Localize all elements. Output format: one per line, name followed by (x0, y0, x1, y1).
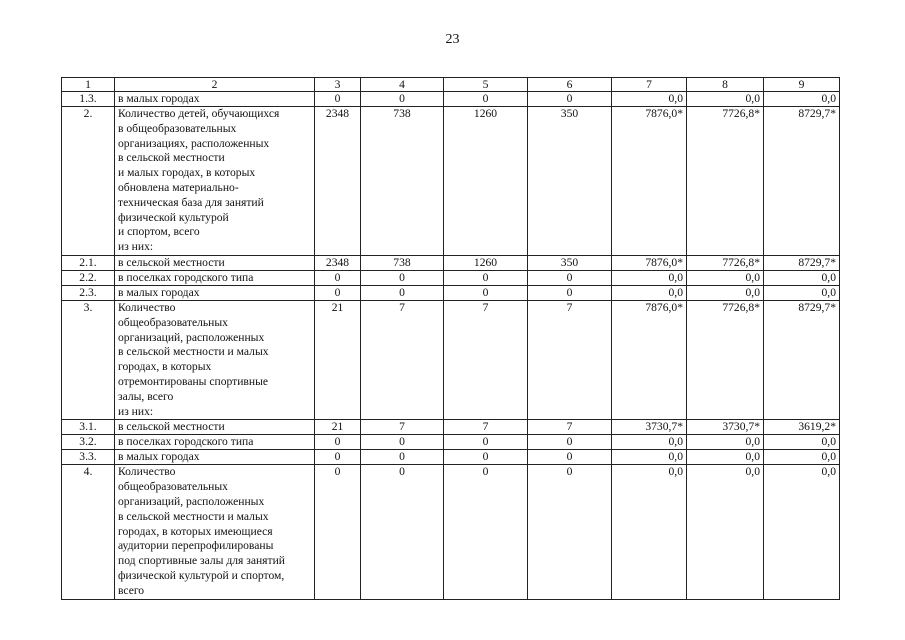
cell-value: 0,0 (612, 465, 687, 599)
cell-value: 7876,0* (612, 300, 687, 419)
cell-value: 0,0 (612, 435, 687, 450)
cell-value: 21 (315, 300, 361, 419)
cell-value: 0 (444, 270, 528, 285)
cell-value: 7 (361, 300, 444, 419)
header-cell: 3 (315, 78, 361, 92)
cell-value: 0 (528, 270, 612, 285)
cell-value: 7726,8* (687, 107, 764, 256)
table-row (62, 255, 840, 270)
header-row (62, 78, 840, 92)
cell-value: 0 (361, 270, 444, 285)
row-name: в поселках городского типа (115, 435, 315, 450)
cell-value: 0 (444, 285, 528, 300)
header-cell: 1 (62, 78, 115, 92)
cell-value: 0,0 (764, 92, 840, 107)
cell-value: 0 (315, 450, 361, 465)
header-cell: 4 (361, 78, 444, 92)
row-number: 2.2. (62, 270, 115, 285)
row-name: Количество детей, обучающихся в общеобразовательных организациях, расположенных в сельской местности и малых городах, в которых обновлена материально- техническая база для занятий физической культурой и спортом, всего из них: (115, 107, 315, 256)
cell-value: 7 (444, 420, 528, 435)
row-name: Количество общеобразовательных организаций, расположенных в сельской местности и малых городах, в которых отремонтированы спортивные залы, всего из них: (115, 300, 315, 419)
row-name: в малых городах (115, 285, 315, 300)
cell-value: 1260 (444, 255, 528, 270)
row-number: 3.3. (62, 450, 115, 465)
cell-value: 350 (528, 255, 612, 270)
cell-value: 0 (528, 465, 612, 599)
header-cell: 7 (612, 78, 687, 92)
cell-value: 0 (361, 450, 444, 465)
cell-value: 0,0 (687, 92, 764, 107)
table-row (62, 92, 840, 107)
cell-value: 0,0 (764, 450, 840, 465)
row-number: 1.3. (62, 92, 115, 107)
table-row (62, 300, 840, 419)
cell-value: 0 (361, 92, 444, 107)
cell-value: 0,0 (764, 285, 840, 300)
cell-value: 0,0 (687, 285, 764, 300)
cell-value: 0 (444, 435, 528, 450)
cell-value: 0,0 (764, 465, 840, 599)
table-row (62, 285, 840, 300)
table-row (62, 435, 840, 450)
row-name: в малых городах (115, 450, 315, 465)
cell-value: 0 (315, 285, 361, 300)
cell-value: 7 (528, 300, 612, 419)
cell-value: 7 (444, 300, 528, 419)
row-number: 2.1. (62, 255, 115, 270)
row-number: 3.1. (62, 420, 115, 435)
row-number: 3. (62, 300, 115, 419)
cell-value: 7 (528, 420, 612, 435)
row-name: в малых городах (115, 92, 315, 107)
cell-value: 1260 (444, 107, 528, 256)
row-name: Количество общеобразовательных организаций, расположенных в сельской местности и малых городах, в которых имеющиеся аудитории перепрофилированы под спортивные залы для занятий физической культурой и спортом, всего (115, 465, 315, 599)
cell-value: 0,0 (687, 435, 764, 450)
cell-value: 7 (361, 420, 444, 435)
cell-value: 0 (444, 92, 528, 107)
cell-value: 0,0 (687, 450, 764, 465)
cell-value: 0,0 (612, 450, 687, 465)
cell-value: 0 (444, 465, 528, 599)
header-cell: 6 (528, 78, 612, 92)
table-row (62, 465, 840, 599)
table-row (62, 420, 840, 435)
cell-value: 21 (315, 420, 361, 435)
cell-value: 8729,7* (764, 255, 840, 270)
cell-value: 0 (361, 285, 444, 300)
cell-value: 0 (315, 465, 361, 599)
table-row (62, 270, 840, 285)
row-name: в сельской местности (115, 255, 315, 270)
row-number: 3.2. (62, 435, 115, 450)
cell-value: 2348 (315, 255, 361, 270)
cell-value: 0 (528, 435, 612, 450)
cell-value: 7876,0* (612, 107, 687, 256)
cell-value: 0 (315, 435, 361, 450)
cell-value: 8729,7* (764, 107, 840, 256)
cell-value: 0 (361, 465, 444, 599)
cell-value: 2348 (315, 107, 361, 256)
cell-value: 0 (315, 92, 361, 107)
cell-value: 0 (315, 270, 361, 285)
cell-value: 0 (528, 92, 612, 107)
cell-value: 738 (361, 255, 444, 270)
header-cell: 5 (444, 78, 528, 92)
row-number: 2. (62, 107, 115, 256)
cell-value: 350 (528, 107, 612, 256)
cell-value: 0 (528, 285, 612, 300)
table-row (62, 450, 840, 465)
header-cell: 8 (687, 78, 764, 92)
data-table (61, 77, 840, 600)
cell-value: 0 (444, 450, 528, 465)
row-number: 4. (62, 465, 115, 599)
cell-value: 0 (528, 450, 612, 465)
row-number: 2.3. (62, 285, 115, 300)
cell-value: 0,0 (764, 270, 840, 285)
cell-value: 7726,8* (687, 255, 764, 270)
cell-value: 0,0 (764, 435, 840, 450)
cell-value: 738 (361, 107, 444, 256)
header-cell: 2 (115, 78, 315, 92)
cell-value: 3619,2* (764, 420, 840, 435)
row-name: в поселках городского типа (115, 270, 315, 285)
cell-value: 0,0 (687, 270, 764, 285)
cell-value: 3730,7* (687, 420, 764, 435)
table-row (62, 107, 840, 256)
cell-value: 3730,7* (612, 420, 687, 435)
cell-value: 0,0 (612, 270, 687, 285)
cell-value: 7726,8* (687, 300, 764, 419)
cell-value: 0,0 (612, 92, 687, 107)
page-number: 23 (445, 32, 460, 47)
cell-value: 8729,7* (764, 300, 840, 419)
cell-value: 7876,0* (612, 255, 687, 270)
header-cell: 9 (764, 78, 840, 92)
row-name: в сельской местности (115, 420, 315, 435)
cell-value: 0,0 (612, 285, 687, 300)
cell-value: 0,0 (687, 465, 764, 599)
cell-value: 0 (361, 435, 444, 450)
